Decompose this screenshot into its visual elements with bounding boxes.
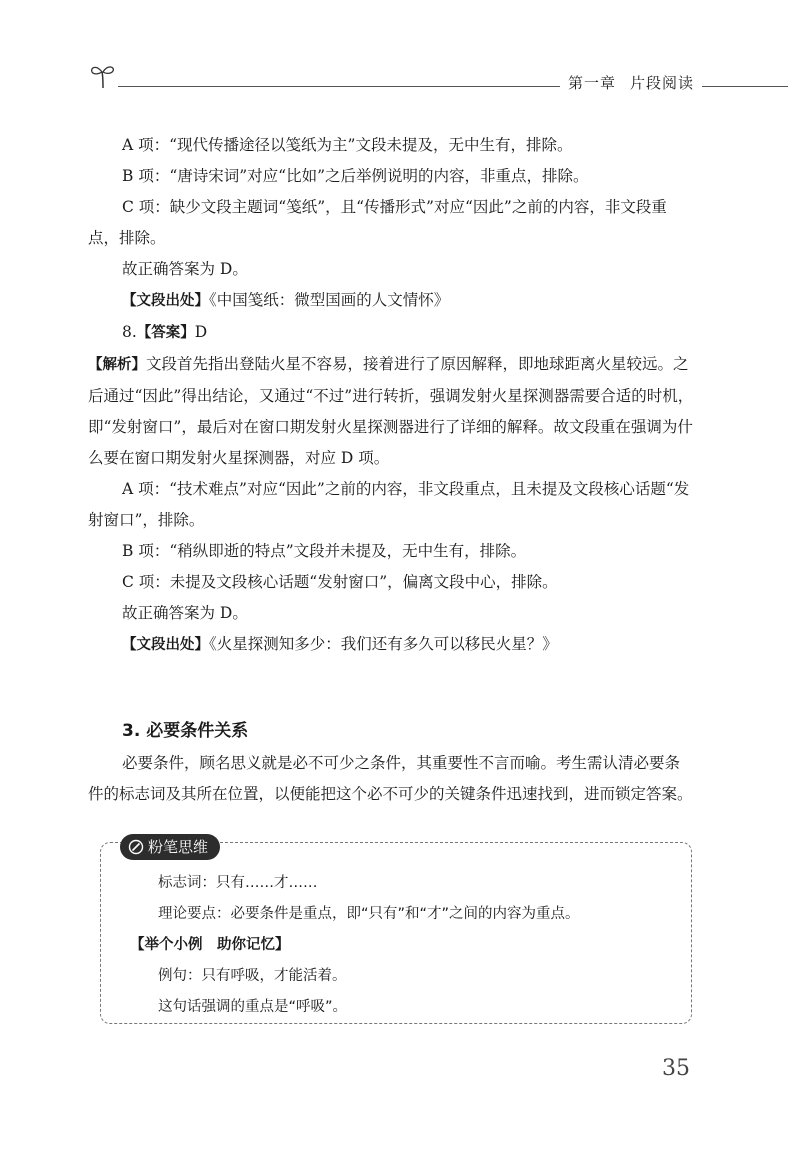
paragraph: C 项：缺少文段主题词“笺纸”，且“传播形式”对应“因此”之前的内容，非文段重点，排除。 (88, 198, 667, 247)
analysis-label: 【解析】 (88, 357, 146, 373)
answer-explanations (88, 130, 694, 661)
paragraph: B 项：“稍纵即逝的特点”文段并未提及，无中生有，排除。 (122, 542, 527, 560)
pencil-circle-icon (128, 839, 144, 855)
answer-line (88, 317, 694, 349)
paragraph: A 项：“现代传播途径以笺纸为主”文段未提及，无中生有，排除。 (122, 136, 573, 154)
section-label: 片段阅读 (629, 74, 694, 92)
page-header (88, 56, 788, 96)
source-label: 【文段出处】 (122, 637, 209, 653)
tip-box-title: 粉笔思维 (148, 838, 209, 856)
page-number: 35 (662, 1056, 690, 1081)
paragraph: C 项：未提及文段核心话题“发射窗口”，偏离文段中心，排除。 (122, 573, 558, 591)
header-rule-right (702, 86, 788, 87)
paragraph: A 项：“技术难点”对应“因此”之前的内容，非文段重点，且未提及文段核心话题“发射窗口”，排除。 (88, 480, 690, 529)
paragraph: 故正确答案为 D。 (122, 260, 248, 278)
tip-line: 例句：只有呼吸，才能活着。 (158, 968, 347, 984)
chapter-label: 第一章 (567, 74, 616, 92)
paragraph: B 项：“唐诗宋词”对应“比如”之后举例说明的内容，非重点，排除。 (122, 167, 589, 185)
tip-box-tag (120, 834, 220, 860)
tip-line: 理论要点：必要条件是重点，即“只有”和“才”之间的内容为重点。 (158, 906, 580, 922)
source-title: 《火星探测知多少：我们还有多久可以移民火星？》 (209, 635, 558, 653)
question-number: 8. (122, 323, 137, 341)
analysis-text: 文段首先指出登陆火星不容易，接着进行了原因解释，即地球距离火星较远。之后通过“因此”得出结论，又通过“不过”进行转折，强调发射火星探测器需要合适的时机，即“发射窗口”，最后对在窗口期发射火星探测器进行了详细的解释。故文段重在强调为什么要在窗口期发射火星探测器，对应 D 项。 (88, 355, 694, 467)
paragraph: 必要条件，顾名思义就是必不可少之条件，其重要性不言而喻。考生需认清必要条件的标志词及其所在位置，以便能把这个必不可少的关键条件迅速找到，进而锁定答案。 (88, 754, 693, 803)
source-line (88, 285, 694, 317)
section-intro (88, 748, 694, 810)
sprout-icon (88, 60, 118, 90)
tip-line: 标志词：只有……才…… (158, 875, 318, 891)
header-rule-left (118, 86, 560, 87)
tip-example-heading: 【举个小例 助你记忆】 (130, 937, 290, 953)
analysis-paragraph (88, 349, 694, 474)
answer-value: D (194, 323, 208, 341)
answer-label: 【答案】 (136, 325, 195, 341)
tip-box-content (130, 868, 670, 1023)
tip-line: 这句话强调的重点是“呼吸”。 (158, 999, 348, 1015)
paragraph: 故正确答案为 D。 (122, 604, 248, 622)
source-line (88, 629, 694, 661)
chapter-heading (554, 72, 694, 93)
source-title: 《中国笺纸：微型国画的人文情怀》 (209, 291, 450, 309)
section-heading: 3. 必要条件关系 (122, 721, 249, 741)
source-label: 【文段出处】 (122, 293, 209, 309)
